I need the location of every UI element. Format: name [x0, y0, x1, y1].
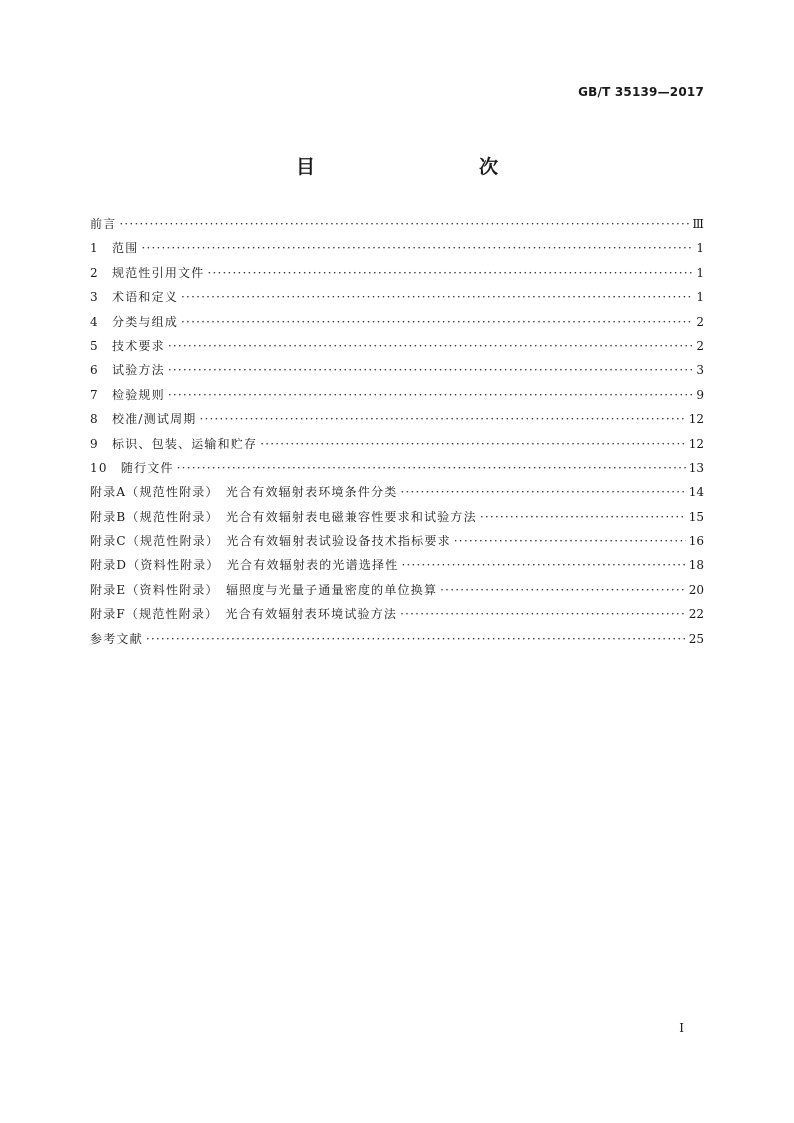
- toc-entry[interactable]: [90, 508, 704, 532]
- toc-entry-label: 附录D（资料性附录） 光合有效辐射表的光谱选择性: [90, 558, 399, 573]
- toc-entry-page: 25: [688, 631, 704, 646]
- toc-entry-label: 前言: [90, 217, 117, 231]
- dot-leader: [181, 315, 693, 329]
- toc-entry[interactable]: [90, 239, 704, 263]
- toc-entry-label: 1 范围: [90, 241, 139, 256]
- toc-entry[interactable]: [90, 313, 704, 337]
- toc-entry-label: 10 随行文件: [90, 460, 174, 475]
- toc-entry[interactable]: [90, 288, 704, 312]
- toc-entry[interactable]: [90, 435, 704, 459]
- toc-entry-page: 14: [688, 485, 704, 500]
- toc-entry-page: 1: [696, 241, 704, 256]
- toc-entry-page: 1: [696, 290, 704, 305]
- table-of-contents: [90, 215, 704, 654]
- dot-leader: [401, 558, 685, 572]
- toc-entry-label: 2 规范性引用文件: [90, 265, 205, 280]
- toc-entry-page: 1: [696, 265, 704, 280]
- toc-entry-page: 16: [688, 534, 704, 549]
- dot-leader: [400, 607, 686, 621]
- toc-entry-page: 15: [688, 509, 704, 524]
- toc-entry-label: 4 分类与组成: [90, 314, 179, 329]
- toc-entry-label: 5 技术要求: [90, 338, 165, 353]
- dot-leader: [168, 363, 694, 377]
- toc-entry-page: 2: [696, 338, 704, 353]
- toc-entry[interactable]: [90, 337, 704, 361]
- dot-leader: [260, 437, 685, 451]
- toc-entry-label: 6 试验方法: [90, 363, 165, 378]
- toc-entry[interactable]: [90, 630, 704, 654]
- dot-leader: [141, 241, 693, 255]
- toc-entry-page: 9: [696, 387, 704, 402]
- dot-leader: [207, 266, 693, 280]
- toc-entry-page: 20: [688, 582, 704, 597]
- toc-entry[interactable]: [90, 459, 704, 483]
- toc-entry-label: 8 校准/测试周期: [90, 412, 197, 427]
- toc-entry[interactable]: [90, 264, 704, 288]
- toc-entry[interactable]: [90, 215, 704, 239]
- page-title: 目 次: [295, 156, 540, 178]
- toc-entry[interactable]: [90, 361, 704, 385]
- toc-entry-label: 3 术语和定义: [90, 290, 179, 305]
- toc-entry[interactable]: [90, 386, 704, 410]
- toc-entry-label: 附录E（资料性附录） 辐照度与光量子通量密度的单位换算: [90, 582, 438, 597]
- toc-entry[interactable]: [90, 483, 704, 507]
- toc-entry-label: 9 标识、包装、运输和贮存: [90, 436, 258, 451]
- toc-entry[interactable]: [90, 556, 704, 580]
- toc-entry-label: 附录C（规范性附录） 光合有效辐射表试验设备技术指标要求: [90, 534, 451, 549]
- toc-entry-page: Ⅲ: [692, 217, 704, 231]
- toc-entry[interactable]: [90, 605, 704, 629]
- toc-entry-label: 附录F（规范性附录） 光合有效辐射表环境试验方法: [90, 607, 398, 622]
- dot-leader: [440, 583, 686, 597]
- toc-entry-page: 13: [688, 460, 704, 475]
- toc-entry-label: 附录B（规范性附录） 光合有效辐射表电磁兼容性要求和试验方法: [90, 509, 477, 524]
- dot-leader: [146, 632, 686, 646]
- toc-entry[interactable]: [90, 532, 704, 556]
- dot-leader: [177, 461, 686, 475]
- dot-leader: [480, 510, 686, 524]
- toc-entry-page: 3: [696, 363, 704, 378]
- dot-leader: [199, 412, 685, 426]
- page-number: I: [679, 1021, 684, 1035]
- dot-leader: [168, 388, 694, 402]
- toc-entry-page: 22: [688, 607, 704, 622]
- dot-leader: [454, 534, 686, 548]
- toc-entry-label: 参考文献: [90, 631, 143, 646]
- toc-entry-label: 附录A（规范性附录） 光合有效辐射表环境条件分类: [90, 485, 398, 500]
- toc-entry-label: 7 检验规则: [90, 387, 165, 402]
- toc-entry-page: 12: [688, 412, 704, 427]
- dot-leader: [400, 485, 685, 499]
- toc-entry-page: 12: [688, 436, 704, 451]
- dot-leader: [168, 339, 694, 353]
- dot-leader: [181, 290, 693, 304]
- toc-entry-page: 2: [696, 314, 704, 329]
- toc-entry[interactable]: [90, 581, 704, 605]
- standard-number: GB/T 35139—2017: [578, 85, 704, 99]
- dot-leader: [119, 217, 689, 231]
- toc-entry-page: 18: [688, 558, 704, 573]
- toc-entry[interactable]: [90, 410, 704, 434]
